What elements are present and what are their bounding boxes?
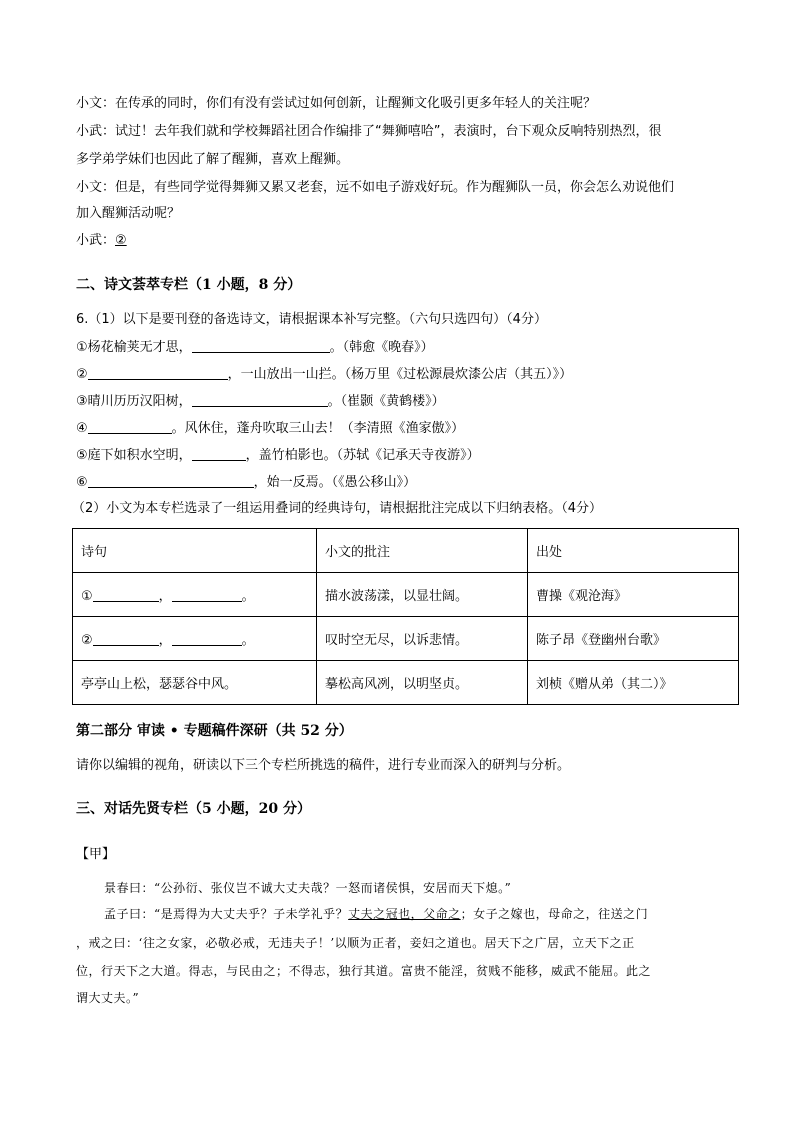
row-number: ② (81, 633, 93, 648)
comma: ， (158, 633, 172, 648)
poem-line-2 (76, 365, 572, 384)
table-row (73, 661, 739, 705)
section2-heading: 二、诗文荟萃专栏（1 小题，8 分） (76, 277, 302, 293)
poem-text: ，始一反焉。（《愚公移山》） (253, 475, 417, 490)
q6-part1-prompt: 6.（1）以下是要刊登的备选诗文，请根据课本补写完整。（六句只选四句）（4分） (76, 312, 547, 327)
classical-line-3: ，戒之曰：‘往之女家，必敬必戒，无违夫子！’以顺为正者，妾妇之道也。居天下之广居，立天下之正 (76, 936, 635, 950)
classical-line-5: 谓大丈夫。” (76, 991, 140, 1005)
note-cell: 摹松高风冽，以明坚贞。 (317, 661, 528, 705)
header-note: 小文的批注 (317, 529, 528, 573)
dialogue-line-3: 多学弟学妹们也因此了解了醒狮，喜欢上醒狮。 (76, 152, 350, 167)
poem-line-5 (76, 446, 480, 465)
header-verse: 诗句 (73, 529, 317, 573)
dialogue-line-2: 小武：试过！去年我们就和学校舞蹈社团合作编排了“舞狮嘻哈”，表演时，台下观众反响特别热烈，很 (76, 124, 662, 139)
row-number: ① (81, 589, 93, 604)
answer-blank[interactable] (93, 631, 159, 646)
answer-marker: ② (115, 233, 127, 248)
q6-part2-prompt: （2）小文为本专栏选录了一组运用叠词的经典诗句，请根据批注完成以下归纳表格。（4分） (72, 501, 603, 516)
poem-line-6 (76, 473, 416, 492)
part2-intro: 请你以编辑的视角，研读以下三个专栏所挑选的稿件，进行专业而深入的研判与分析。 (76, 758, 571, 773)
poem-number: ⑥ (76, 475, 88, 490)
poem-source: 。（崔颢《黄鹤楼》） (327, 394, 445, 409)
poem-line-3 (76, 392, 445, 411)
classical-line-2 (104, 905, 648, 923)
source-cell: 刘桢《赠从弟（其二）》 (528, 661, 739, 705)
answer-blank[interactable] (192, 338, 330, 353)
underlined-phrase: 丈夫之冠也，父命之 (348, 907, 461, 921)
classical-line-1: 景春曰：“公孙衍、张仪岂不诚大丈夫哉？一怒而诸侯惧，安居而天下熄。” (104, 881, 512, 895)
poem-source: 。（韩愈《晚春》） (329, 340, 434, 355)
poem-summary-table (72, 528, 739, 705)
period: 。 (241, 589, 255, 604)
source-cell: 陈子昂《登幽州台歌》 (528, 617, 739, 661)
header-source: 出处 (528, 529, 739, 573)
poem-number: ④ (76, 421, 88, 436)
poem-text: ，一山放出一山拦。（杨万里《过松源晨炊漆公店（其五）》） (227, 367, 573, 382)
table-row (73, 573, 739, 617)
section3-heading: 三、对话先贤专栏（5 小题，20 分） (76, 801, 311, 817)
table-row (73, 617, 739, 661)
part2-heading: 第二部分 审读 • 专题稿件深研（共 52 分） (76, 723, 353, 739)
classical-text: ；女子之嫁也，母命之，往送之门 (460, 907, 649, 921)
source-cell: 曹操《观沧海》 (528, 573, 739, 617)
classical-text: 孟子曰：“是焉得为大丈夫乎？子未学礼乎？ (104, 907, 349, 921)
dialogue-line-1: 小文：在传承的同时，你们有没有尝试过如何创新，让醒狮文化吸引更多年轻人的关注呢？ (76, 96, 597, 111)
answer-blank[interactable] (88, 473, 254, 488)
table-header-row (73, 529, 739, 573)
comma: ， (158, 589, 172, 604)
verse-cell: 亭亭山上松，瑟瑟谷中风。 (73, 661, 317, 705)
poem-text: 。风休住，蓬舟吹取三山去！（李清照《渔家傲》） (171, 421, 465, 436)
poem-line-1 (76, 338, 434, 357)
poem-number: ② (76, 367, 88, 382)
poem-line-4 (76, 419, 464, 438)
poem-text: ①杨花榆荚无才思， (76, 340, 192, 355)
note-cell: 描水波荡漾，以显壮阔。 (317, 573, 528, 617)
dialogue-line-5: 加入醒狮活动呢？ (76, 206, 181, 221)
answer-blank[interactable] (192, 392, 328, 407)
period: 。 (241, 633, 255, 648)
poem-text: ，盖竹柏影也。（苏轼《记承天寺夜游》） (245, 448, 480, 463)
dialogue-line-6 (76, 232, 127, 250)
verse-cell (73, 617, 317, 661)
answer-blank[interactable] (88, 419, 172, 434)
poem-text: ③晴川历历汉阳树， (76, 394, 192, 409)
verse-cell (73, 573, 317, 617)
answer-blank[interactable] (88, 365, 228, 380)
answer-blank[interactable] (93, 587, 159, 602)
poem-text: ⑤庭下如积水空明， (76, 448, 192, 463)
classical-line-4: 位，行天下之大道。得志，与民由之；不得志，独行其道。富贵不能淫，贫贱不能移，威武不能屈。此之 (76, 964, 652, 978)
answer-blank[interactable] (172, 631, 242, 646)
passage-label-jia: 【甲】 (76, 847, 116, 862)
speaker-label: 小武： (76, 233, 116, 248)
note-cell: 叹时空无尽，以诉悲情。 (317, 617, 528, 661)
answer-blank[interactable] (192, 446, 246, 461)
answer-blank[interactable] (172, 587, 242, 602)
dialogue-line-4: 小文：但是，有些同学觉得舞狮又累又老套，远不如电子游戏好玩。作为醒狮队一员，你会怎么劝说他们 (76, 180, 675, 195)
